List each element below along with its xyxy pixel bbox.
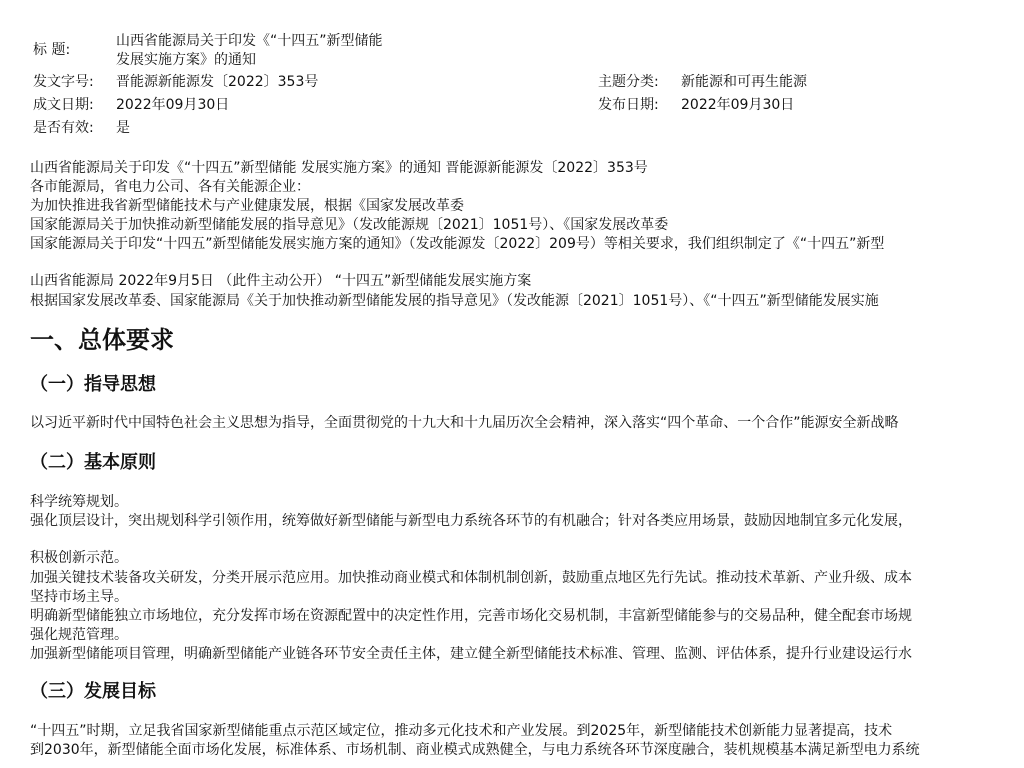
date-made-label: 成文日期: xyxy=(33,97,94,113)
principle-2-title: 积极创新示范。 xyxy=(30,550,128,566)
validity-label: 是否有效: xyxy=(33,120,94,136)
subheading-guiding-ideology: （一）指导思想 xyxy=(30,374,156,395)
topic-label: 主题分类: xyxy=(598,74,659,90)
intro-line-4: 国家能源局关于加快推动新型储能发展的指导意见》（发改能源规〔2021〕1051号）、《国家发展改革委 xyxy=(30,217,669,233)
date-made-value: 2022年09月30日 xyxy=(116,97,230,113)
principle-3-title: 坚持市场主导。 xyxy=(30,589,128,605)
signature-line: 山西省能源局 2022年9月5日 （此件主动公开） “十四五”新型储能发展实施方案 xyxy=(30,273,532,289)
plan-preamble: 根据国家发展改革委、国家能源局《关于加快推动新型储能发展的指导意见》（发改能源〔2021〕1051号）、《“十四五”新型储能发展实施 xyxy=(30,293,879,309)
section-heading-general-requirements: 一、总体要求 xyxy=(30,326,174,354)
intro-line-1: 山西省能源局关于印发《“十四五”新型储能 发展实施方案》的通知 晋能源新能源发〔2022〕353号 xyxy=(30,160,648,176)
title-value-line1: 山西省能源局关于印发《“十四五”新型储能 xyxy=(116,33,383,49)
principle-1-text: 强化顶层设计，突出规划科学引领作用，统筹做好新型储能与新型电力系统各环节的有机融合；针对各类应用场景，鼓励因地制宜多元化发展， xyxy=(30,513,912,529)
document-metadata xyxy=(0,0,1024,140)
date-published-value: 2022年09月30日 xyxy=(681,97,795,113)
topic-value: 新能源和可再生能源 xyxy=(681,74,807,90)
date-published-label: 发布日期: xyxy=(598,97,659,113)
paragraph-guiding-ideology: 以习近平新时代中国特色社会主义思想为指导，全面贯彻党的十九大和十九届历次全会精神，深入落实“四个革命、一个合作”能源安全新战略 xyxy=(30,415,899,431)
title-label: 标 题: xyxy=(33,42,71,58)
paragraph-goals-2030: 到2030年，新型储能全面市场化发展，标准体系、市场机制、商业模式成熟健全，与电力系统各环节深度融合，装机规模基本满足新型电力系统 xyxy=(30,742,920,758)
paragraph-goals-2025: “十四五”时期，立足我省国家新型储能重点示范区域定位，推动多元化技术和产业发展。到2025年，新型储能技术创新能力显著提高，技术 xyxy=(30,723,893,739)
principle-2-text: 加强关键技术装备攻关研发，分类开展示范应用。加快推动商业模式和体制机制创新，鼓励重点地区先行先试。推动技术革新、产业升级、成本 xyxy=(30,570,912,586)
subheading-basic-principles: （二）基本原则 xyxy=(30,452,156,473)
principle-1-title: 科学统筹规划。 xyxy=(30,494,128,510)
title-value-line2: 发展实施方案》的通知 xyxy=(116,52,256,68)
intro-line-2: 各市能源局，省电力公司、各有关能源企业： xyxy=(30,179,310,195)
principle-4-text: 加强新型储能项目管理，明确新型储能产业链各环节安全责任主体，建立健全新型储能技术标准、管理、监测、评估体系，提升行业建设运行水 xyxy=(30,646,912,662)
validity-value: 是 xyxy=(116,120,130,136)
subheading-development-goals: （三）发展目标 xyxy=(30,681,156,702)
principle-4-title: 强化规范管理。 xyxy=(30,627,128,643)
intro-line-5: 国家能源局关于印发“十四五”新型储能发展实施方案的通知》（发改能源发〔2022〕209号）等相关要求，我们组织制定了《“十四五”新型 xyxy=(30,236,885,252)
intro-line-3: 为加快推进我省新型储能技术与产业健康发展，根据《国家发展改革委 xyxy=(30,198,464,214)
principle-3-text: 明确新型储能独立市场地位，充分发挥市场在资源配置中的决定性作用，完善市场化交易机制，丰富新型储能参与的交易品种，健全配套市场规 xyxy=(30,608,912,624)
doc-number-label: 发文字号: xyxy=(33,74,94,90)
doc-number-value: 晋能源新能源发〔2022〕353号 xyxy=(116,74,319,90)
